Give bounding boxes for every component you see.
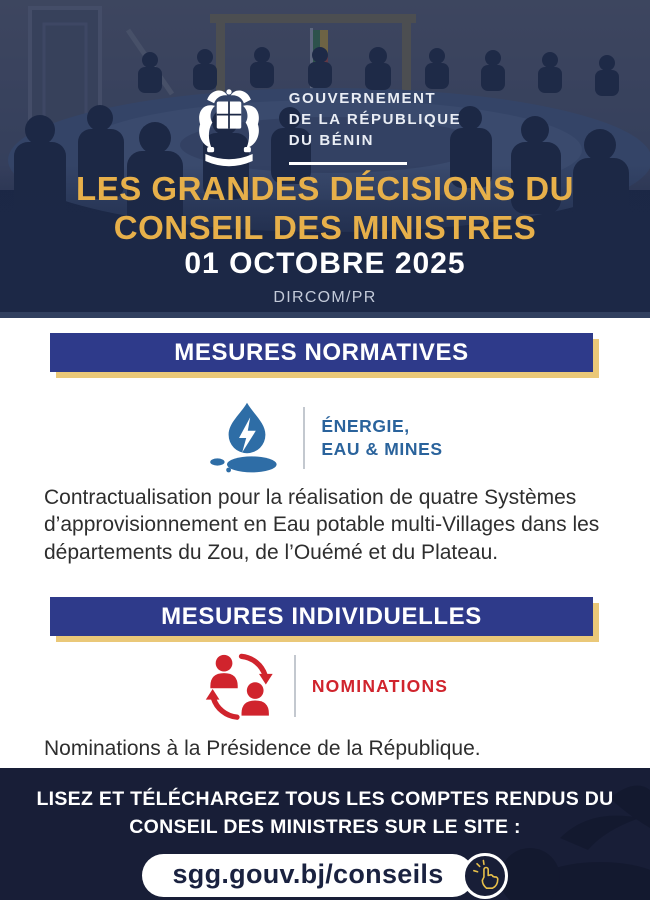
click-badge [462,853,508,899]
poster-title [0,170,650,248]
byline-dircom: DIRCOM/PR [273,289,377,306]
category-nominations [0,648,650,724]
title-line2: CONSEIL DES MINISTRES [113,208,537,246]
benin-coat-of-arms-icon [189,84,269,168]
water-drop-energy-icon [207,398,287,478]
normatives-body-text: Contractualisation pour la réalisation de quatre Systèmes d’approvisionnement en Eau potable multi-Villages dans les départements du Zou, de l’Ouémé et du Plateau. [44,486,600,564]
category-label-energie [321,415,442,461]
banner-mesures-normatives [50,333,593,372]
category-divider [294,655,296,717]
category-label-nominations: NOMINATIONS [311,675,449,696]
title-line1: LES GRANDES DÉCISIONS DU [76,170,574,207]
site-link-row [0,853,650,899]
category-line2: EAU & MINES [321,439,443,459]
site-url-pill[interactable]: sgg.gouv.bj/conseils [142,854,473,897]
footer-cta-text [0,785,650,842]
tap-click-hand-icon [468,859,502,893]
people-exchange-icon [202,648,278,724]
wordmark-underline [289,162,407,165]
category-energie-eau-mines [0,398,650,478]
cta-line1: LISEZ ET TÉLÉCHARGEZ TOUS LES COMPTES RENDUS DU [36,788,614,810]
org-line2: DE LA RÉPUBLIQUE [288,110,462,128]
council-date: 01 OCTOBRE 2025 [184,247,466,280]
cta-line2: CONSEIL DES MINISTRES SUR LE SITE : [129,816,521,839]
individuelles-body-text: Nominations à la Présidence de la République. [44,737,481,760]
category-line1: ÉNERGIE, [321,416,410,437]
banner-label: MESURES NORMATIVES [174,338,469,366]
government-identity [0,84,650,168]
header-bottom-edge [0,312,650,318]
government-wordmark [289,88,462,165]
org-line3: DU BÉNIN [288,131,375,149]
header-banner [0,0,650,318]
footer-cta-band [0,768,650,900]
org-line1: GOUVERNEMENT [288,89,437,107]
banner-mesures-individuelles [50,597,593,636]
category-divider [303,407,305,469]
banner-label: MESURES INDIVIDUELLES [161,602,482,630]
